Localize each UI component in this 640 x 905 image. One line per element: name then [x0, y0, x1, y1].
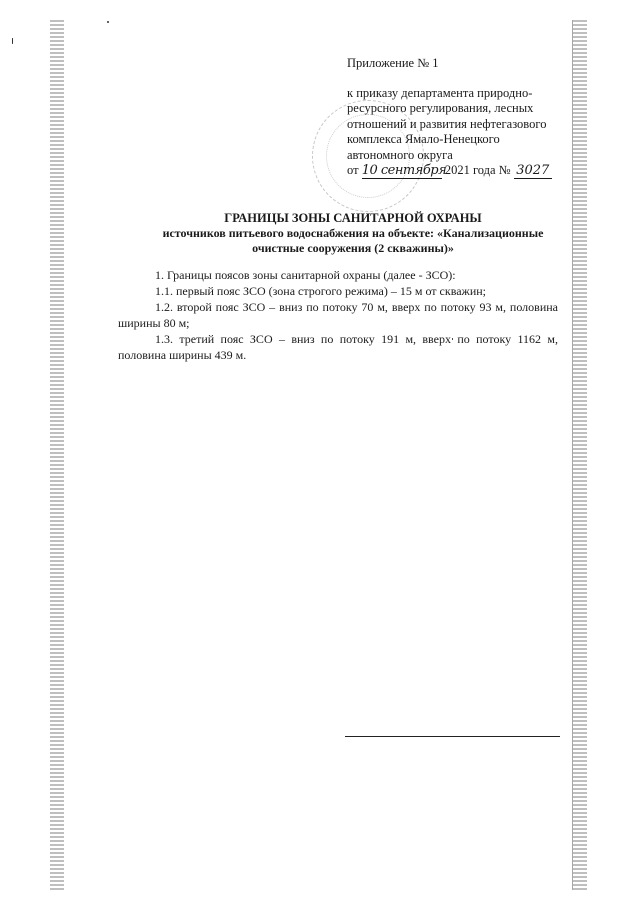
body-paragraph: 1.1. первый пояс ЗСО (зона строгого режима) – 15 м от скважин;	[155, 284, 487, 298]
bottom-rule	[345, 736, 560, 737]
handwritten-number: 3027	[514, 164, 552, 179]
appendix-block	[347, 56, 562, 179]
body-paragraph: 1.3. третий пояс ЗСО – вниз по потоку 191 м, вверх по потоку 1162 м, половина ширины 439 м.	[118, 332, 558, 362]
scan-edge-right-line	[572, 20, 573, 890]
scan-speck	[12, 38, 13, 44]
scan-edge-left	[50, 20, 64, 890]
handwritten-date: 10 сентября	[361, 163, 447, 178]
heading-subtitle-line: источников питьевого водоснабжения на объекте: «Канализационные	[162, 226, 544, 240]
body-paragraph: 1. Границы поясов зоны санитарной охраны (далее - ЗСО):	[155, 268, 456, 282]
body-paragraph: 1.2. второй пояс ЗСО – вниз по потоку 70 м, вверх по потоку 93 м, половина ширины 80 м;	[118, 300, 558, 330]
scan-edge-right	[573, 20, 587, 890]
appendix-line: отношений и развития нефтегазового	[347, 116, 547, 131]
appendix-line: комплекса Ямало-Ненецкого	[347, 132, 500, 146]
scan-speck	[107, 21, 109, 23]
appendix-line: ресурсного регулирования, лесных	[347, 101, 534, 115]
from-label: от	[347, 163, 359, 177]
year-text: 2021 года №	[444, 163, 511, 177]
heading-subtitle-line: очистные сооружения (2 скважины)»	[252, 241, 454, 255]
heading-title: ГРАНИЦЫ ЗОНЫ САНИТАРНОЙ ОХРАНЫ	[224, 211, 482, 225]
appendix-title: Приложение № 1	[347, 56, 439, 70]
appendix-line: к приказу департамента природно-	[347, 85, 533, 100]
order-date-line	[347, 163, 562, 179]
appendix-line: автономного округа	[347, 147, 453, 162]
document-body	[118, 267, 558, 363]
document-heading	[118, 211, 588, 256]
